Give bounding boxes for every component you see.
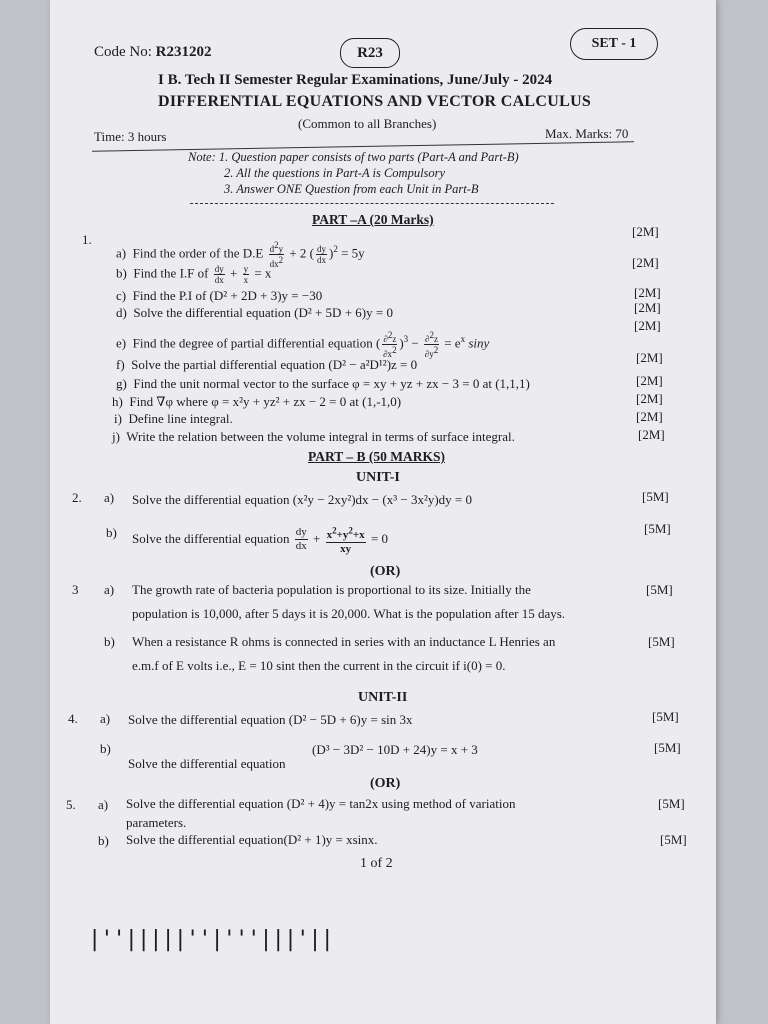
marks-j: [2M] [638, 427, 665, 442]
question-a: a) Find the order of the D.E $\frac{d^2y}{dx^2}$ + 2 ( $\frac{dy}{dx}$ )$^2$ = 5y [116, 240, 365, 269]
q3b-line1: When a resistance R ohms is connected in series with an inductance L Henries an [132, 634, 556, 649]
or-2: (OR) [370, 776, 401, 791]
question-e: e) Find the degree of partial differential equation ( $\frac{\partial^2z}{\partial x^2}$ )$^3$ − $\frac{\partial^2z}{\partial y^2}$ = $e^x$ siny [116, 330, 490, 359]
q4a-marks: [5M] [652, 709, 679, 724]
q5-number: 5. [66, 797, 76, 812]
q5a-line2: parameters. [126, 815, 187, 830]
max-marks: Max. Marks: 70 [545, 126, 629, 141]
note-3: 3. Answer ONE Question from each Unit in Part-B [224, 182, 479, 196]
question-number: 1. [82, 232, 92, 247]
unit-1-heading: UNIT-I [356, 470, 400, 485]
branches: (Common to all Branches) [298, 116, 437, 131]
q4b-marks: [5M] [654, 740, 681, 755]
q3a-marks: [5M] [646, 582, 673, 597]
part-b-heading: PART – B (50 MARKS) [308, 449, 446, 464]
question-b: b) Find the I.F of $\frac{dy}{dx}$ + $\frac{y}{x}$ = x [116, 264, 272, 285]
q2b-marks: [5M] [644, 521, 671, 536]
set-badge: SET - 1 [570, 28, 658, 60]
q3a-line2: population is 10,000, after 5 days it is 20,000. What is the population after 15 days. [132, 606, 566, 621]
q5a-line1: Solve the differential equation (D² + 4)y = tan2x using method of variation [126, 796, 516, 811]
q4-number: 4. [68, 711, 78, 726]
dashed-divider [190, 203, 554, 204]
q2b-label: b) [106, 525, 117, 540]
q3b-line2: e.m.f of E volts i.e., E = 10 sint then the current in the circuit if i(0) = 0. [132, 658, 506, 673]
question-g: g) Find the unit normal vector to the surface φ = xy + yz + zx − 3 = 0 at (1,1,1) [116, 376, 530, 391]
q5b-label: b) [98, 833, 109, 848]
q4a-text: Solve the differential equation (D² − 5D + 6)y = sin 3x [128, 712, 413, 727]
q2a-text: Solve the differential equation (x²y − 2xy²)dx − (x³ − 3x²y)dy = 0 [132, 492, 472, 507]
part-a-heading: PART –A (20 Marks) [312, 212, 434, 227]
or-1: (OR) [370, 564, 401, 579]
marks-b: [2M] [632, 255, 659, 270]
note-2: 2. All the questions in Part-A is Compulsory [224, 166, 446, 180]
note-1: Note: 1. Question paper consists of two parts (Part-A and Part-B) [188, 150, 519, 164]
marks-a: [2M] [632, 224, 659, 239]
question-d: d) Solve the differential equation (D² + 5D + 6)y = 0 [116, 305, 393, 320]
question-c: c) Find the P.I of (D² + 2D + 3)y = −30 [116, 288, 323, 303]
marks-g: [2M] [636, 373, 663, 388]
marks-c: [2M] [634, 285, 661, 300]
q3-number: 3 [72, 582, 79, 597]
q2a-label: a) [104, 490, 115, 505]
q3b-marks: [5M] [648, 634, 675, 649]
q5b-marks: [5M] [660, 832, 687, 847]
barcode: |''|||||''|'''|||'|| [88, 927, 333, 952]
q5b-text: Solve the differential equation(D² + 1)y = xsinx. [126, 832, 378, 847]
q3b-label: b) [104, 634, 115, 649]
marks-h: [2M] [636, 391, 663, 406]
marks-f: [2M] [636, 350, 663, 365]
q5a-label: a) [98, 797, 109, 812]
marks-d: [2M] [634, 300, 661, 315]
page-number: 1 of 2 [360, 856, 393, 871]
q5a-marks: [5M] [658, 796, 685, 811]
question-h: h) Find ∇φ where φ = x²y + yz² + zx − 2 = 0 at (1,-1,0) [112, 394, 402, 409]
marks-e: [2M] [634, 318, 661, 333]
q2-number: 2. [72, 490, 82, 505]
q2a-marks: [5M] [642, 489, 669, 504]
exam-title: I B. Tech II Semester Regular Examinations, June/July - 2024 [158, 72, 553, 88]
q2b-text: Solve the differential equation $\frac{dy}{dx}$ + $\frac{x^2+y^2+x}{xy}$ = 0 [132, 525, 389, 555]
question-j: j) Write the relation between the volume integral in terms of surface integral. [112, 429, 515, 444]
q3a-line1: The growth rate of bacteria population is proportional to its size. Initially the [132, 582, 531, 597]
subject-title: DIFFERENTIAL EQUATIONS AND VECTOR CALCULUS [158, 93, 592, 110]
q3a-label: a) [104, 582, 115, 597]
q4b-label: b) [100, 741, 111, 756]
q4b-eq: (D³ − 3D² − 10D + 24)y = x + 3 [312, 742, 478, 757]
code-number: Code No: R231202 [94, 44, 212, 60]
regulation-badge: R23 [340, 38, 400, 68]
exam-paper [50, 0, 716, 1024]
unit-2-heading: UNIT-II [358, 690, 408, 705]
time-label: Time: 3 hours [94, 129, 167, 144]
marks-i: [2M] [636, 409, 663, 424]
question-f: f) Solve the partial differential equation (D² − a²D¹²)z = 0 [116, 357, 418, 372]
question-i: i) Define line integral. [114, 411, 233, 426]
q4a-label: a) [100, 711, 111, 726]
q4b-text: Solve the differential equation [128, 756, 286, 771]
